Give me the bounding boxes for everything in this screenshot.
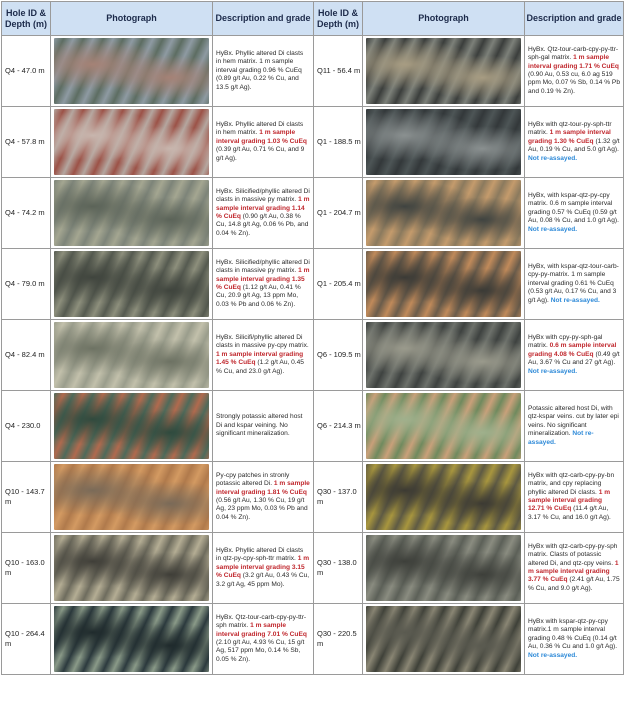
description-cell: [213, 462, 314, 533]
assay-text: (0.49 g/t Au, 3.67 % Cu and 27 g/t Ag).: [528, 350, 620, 367]
photograph-cell: [363, 249, 525, 320]
table-row: [2, 36, 624, 107]
grade-highlight: 1 m sample interval grading 1.71 % CuEq: [528, 54, 619, 70]
grade-highlight: 0.6 m sample interval grading 4.08 % CuEq: [528, 342, 617, 358]
description-text: HyBx with qtz-carb-cpy-py-sph matrix. Clasts of potassic altered Di, and qtz-cpy veins.: [528, 542, 618, 567]
description-text: HyBx. Qtz-tour-carb-cpy-py-ttr-sph-gal matrix.: [528, 45, 619, 62]
core-photo: [366, 109, 521, 175]
not-reassayed-note: Not re-assayed.: [528, 651, 578, 659]
photograph-cell: [363, 604, 525, 675]
description-text: Potassic altered host Di, with qtz-kspar veins. cut by later epi veins. No significant mineralization.: [528, 404, 619, 438]
assay-text: (3.2 g/t Au, 0.43 % Cu, 3.2 g/t Ag, 45 ppm Mo).: [216, 572, 310, 588]
header-hole-id: Hole ID & Depth (m): [314, 2, 363, 36]
photograph-cell: [363, 320, 525, 391]
assay-text: (1.32 g/t Au, 0.19 % Cu, and 5.0 g/t Ag).: [528, 137, 620, 154]
description-cell: [213, 604, 314, 675]
core-photo: [366, 535, 521, 601]
grade-highlight: 1 m sample interval grading 1.03 % CuEq: [216, 129, 307, 145]
description-text: HyBx. Phyllic altered Di clasts in hem matrix. 1 m sample interval grading 0.96 % CuEq (0.89 g/t Au, 0.22 % Cu, and 13.5 g/t Ag).: [216, 49, 304, 91]
photograph-cell: [51, 604, 213, 675]
description-text: HyBx with kspar-qtz-py-cpy matrix.1 m sample interval grading 0.48 % CuEq (0.14 g/t Au, 0.36 % Cu and 1.0 g/t Ag).: [528, 617, 618, 651]
not-reassayed-note: Not re-assayed.: [550, 296, 600, 304]
grade-highlight: 1 m sample interval grading 7.01 % CuEq: [216, 622, 307, 638]
description-cell: [525, 178, 624, 249]
table-row: [2, 249, 624, 320]
photograph-cell: [363, 533, 525, 604]
description-cell: [525, 107, 624, 178]
core-photo: [54, 109, 209, 175]
description-cell: [213, 178, 314, 249]
hole-id-cell: Q30 - 138.0 m: [314, 533, 363, 604]
photograph-cell: [51, 36, 213, 107]
core-photo: [366, 180, 521, 246]
description-text: Py-cpy patches in stronly potassic altered Di.: [216, 471, 290, 488]
hole-id-cell: Q30 - 220.5 m: [314, 604, 363, 675]
hole-id-cell: Q1 - 204.7 m: [314, 178, 363, 249]
hole-id-cell: Q10 - 264.4 m: [2, 604, 51, 675]
hole-id-cell: Q10 - 143.7 m: [2, 462, 51, 533]
photograph-cell: [363, 462, 525, 533]
description-cell: [213, 107, 314, 178]
header-photograph: Photograph: [363, 2, 525, 36]
header-hole-id: Hole ID & Depth (m): [2, 2, 51, 36]
description-cell: [213, 36, 314, 107]
description-cell: [213, 320, 314, 391]
assay-text: (0.90 Au, 0.53 cu, 6.0 ag 519 ppm Mo, 0.07 % Sb, 0.14 % Pb and 0.19 % Zn).: [528, 71, 620, 95]
drill-core-table: [1, 1, 624, 675]
table-row: [2, 178, 624, 249]
core-photo: [54, 535, 209, 601]
table-row: [2, 107, 624, 178]
assay-text: (2.10 g/t Au, 4.93 % Cu, 15 g/t Ag, 517 ppm Mo, 0.14 % Sb, 0.05 % Zn).: [216, 639, 305, 663]
grade-highlight: 1 m sample interval grading 1.45 % CuEq: [216, 350, 304, 367]
description-text: HyBx with cpy-py-sph-gal matrix.: [528, 333, 603, 350]
not-reassayed-note: Not re-assayed.: [528, 430, 594, 446]
core-photo: [366, 464, 521, 530]
photograph-cell: [51, 107, 213, 178]
description-text: HyBx with qtz-carb-cpy-py-bn matrix, and cpy replacing phyllic altered Di clasts.: [528, 471, 615, 496]
photograph-cell: [51, 391, 213, 462]
description-text: HyBx. Silicified/phyllic altered Di clasts in massive py matrix.: [216, 187, 310, 204]
header-photograph: Photograph: [51, 2, 213, 36]
not-reassayed-note: Not re-assayed.: [528, 367, 578, 375]
description-text: HyBx. Phyllic altered Di clasts in qtz-py-cpy-sph-ttr matrix.: [216, 546, 304, 563]
grade-highlight: 1 m sample interval grading 3.77 % CuEq: [528, 559, 619, 584]
table-row: [2, 533, 624, 604]
hole-id-cell: Q10 - 163.0 m: [2, 533, 51, 604]
hole-id-cell: Q4 - 57.8 m: [2, 107, 51, 178]
grade-highlight: 1 m sample interval grading 1.14 % CuEq: [216, 196, 310, 220]
description-cell: [525, 320, 624, 391]
description-text: HyBx. Silicifi/phyllic altered Di clasts in massive py-cpy matrix.: [216, 333, 309, 350]
not-reassayed-note: Not re-assayed.: [528, 225, 578, 233]
core-photo: [366, 251, 521, 317]
core-photo: [366, 322, 521, 388]
core-photo: [54, 393, 209, 459]
description-text: HyBx, with kspar-qtz-py-cpy matrix. 0.6 m sample interval grading 0.57 % CuEq (0.59 g/t Au, 0.08 % Cu, and 1.0 g/t Ag).: [528, 191, 619, 225]
hole-id-cell: Q4 - 74.2 m: [2, 178, 51, 249]
assay-text: (0.39 g/t Au, 0.71 % Cu, and 9 g/t Ag).: [216, 146, 305, 162]
table-row: [2, 391, 624, 462]
hole-id-cell: Q1 - 188.5 m: [314, 107, 363, 178]
core-photo: [54, 251, 209, 317]
photograph-cell: [363, 391, 525, 462]
photograph-cell: [51, 533, 213, 604]
core-photo: [54, 38, 209, 104]
header-row: [2, 2, 624, 36]
assay-text: (2.41 g/t Au, 1.75 % Cu, and 9.0 g/t Ag).: [528, 576, 620, 592]
assay-text: (0.56 g/t Au, 1.30 % Cu, 19 g/t Ag, 23 ppm Mo, 0.03 % Pb and 0.04 % Zn).: [216, 497, 308, 521]
hole-id-cell: Q4 - 79.0 m: [2, 249, 51, 320]
photograph-cell: [363, 36, 525, 107]
core-photo: [54, 464, 209, 530]
photograph-cell: [51, 249, 213, 320]
description-text: HyBx. Phyllic altered Di clasts in hem matrix.: [216, 120, 304, 137]
header-description: Description and grade: [213, 2, 314, 36]
core-photo: [54, 606, 209, 672]
description-text: HyBx. Silicified/phyllic altered Di clasts in massive py matrix.: [216, 258, 310, 275]
hole-id-cell: Q4 - 230.0: [2, 391, 51, 462]
description-cell: [525, 36, 624, 107]
table-row: [2, 462, 624, 533]
core-photo: [54, 322, 209, 388]
description-text: HyBx with qtz-tour-py-sph-ttr matrix.: [528, 120, 612, 137]
core-photo: [366, 606, 521, 672]
photograph-cell: [51, 320, 213, 391]
photograph-cell: [363, 178, 525, 249]
description-cell: [525, 533, 624, 604]
description-cell: [213, 391, 314, 462]
photograph-cell: [51, 178, 213, 249]
description-cell: [213, 249, 314, 320]
grade-highlight: 1 m sample interval grading 1.35 % CuEq: [216, 267, 310, 291]
photograph-cell: [51, 462, 213, 533]
core-photo: [366, 393, 521, 459]
hole-id-cell: Q11 - 56.4 m: [314, 36, 363, 107]
assay-text: (11.4 g/t Au, 3.17 % Cu, and 16.0 g/t Ag).: [528, 505, 611, 521]
assay-text: (1.2 g/t Au, 0.45 % Cu, and 23.0 g/t Ag).: [216, 359, 304, 375]
core-photo: [366, 38, 521, 104]
description-cell: [525, 462, 624, 533]
description-text: HyBx, with kspar-qtz-tour-carb-cpy-py-matrix. 1 m sample interval grading 0.61 % CuEq (0.53 g/t Au, 0.17 % Cu, and 3 g/t Ag).: [528, 262, 619, 304]
description-cell: [213, 533, 314, 604]
description-cell: [525, 604, 624, 675]
grade-highlight: 1 m sample interval grading 1.30 % CuEq: [528, 129, 611, 145]
table-row: [2, 604, 624, 675]
core-photo: [54, 180, 209, 246]
grade-highlight: 1 m sample interval grading 3.15 % CuEq: [216, 555, 310, 580]
hole-id-cell: Q6 - 109.5 m: [314, 320, 363, 391]
description-cell: [525, 391, 624, 462]
photograph-cell: [363, 107, 525, 178]
grade-highlight: 1 m sample interval grading 12.71 % CuEq: [528, 488, 611, 513]
hole-id-cell: Q6 - 214.3 m: [314, 391, 363, 462]
hole-id-cell: Q30 - 137.0 m: [314, 462, 363, 533]
description-text: Strongly potassic altered host Di and kspar veining. No significant mineralization.: [216, 413, 303, 438]
header-description: Description and grade: [525, 2, 624, 36]
hole-id-cell: Q1 - 205.4 m: [314, 249, 363, 320]
assay-text: (1.12 g/t Au, 0.41 % Cu, 20.9 g/t Ag, 13 ppm Mo, 0.03 % Pb and 0.06 % Zn).: [216, 284, 301, 308]
description-text: HyBx. Qtz-tour-carb-cpy-py-ttr-sph matrix.: [216, 613, 307, 630]
table-row: [2, 320, 624, 391]
hole-id-cell: Q4 - 82.4 m: [2, 320, 51, 391]
hole-id-cell: Q4 - 47.0 m: [2, 36, 51, 107]
description-cell: [525, 249, 624, 320]
assay-text: (0.90 g/t Au, 0.38 % Cu, 14.8 g/t Ag, 0.06 % Pb, and 0.04 % Zn).: [216, 213, 309, 237]
grade-highlight: 1 m sample interval grading 1.81 % CuEq: [216, 480, 310, 496]
not-reassayed-note: Not re-assayed.: [528, 154, 578, 162]
